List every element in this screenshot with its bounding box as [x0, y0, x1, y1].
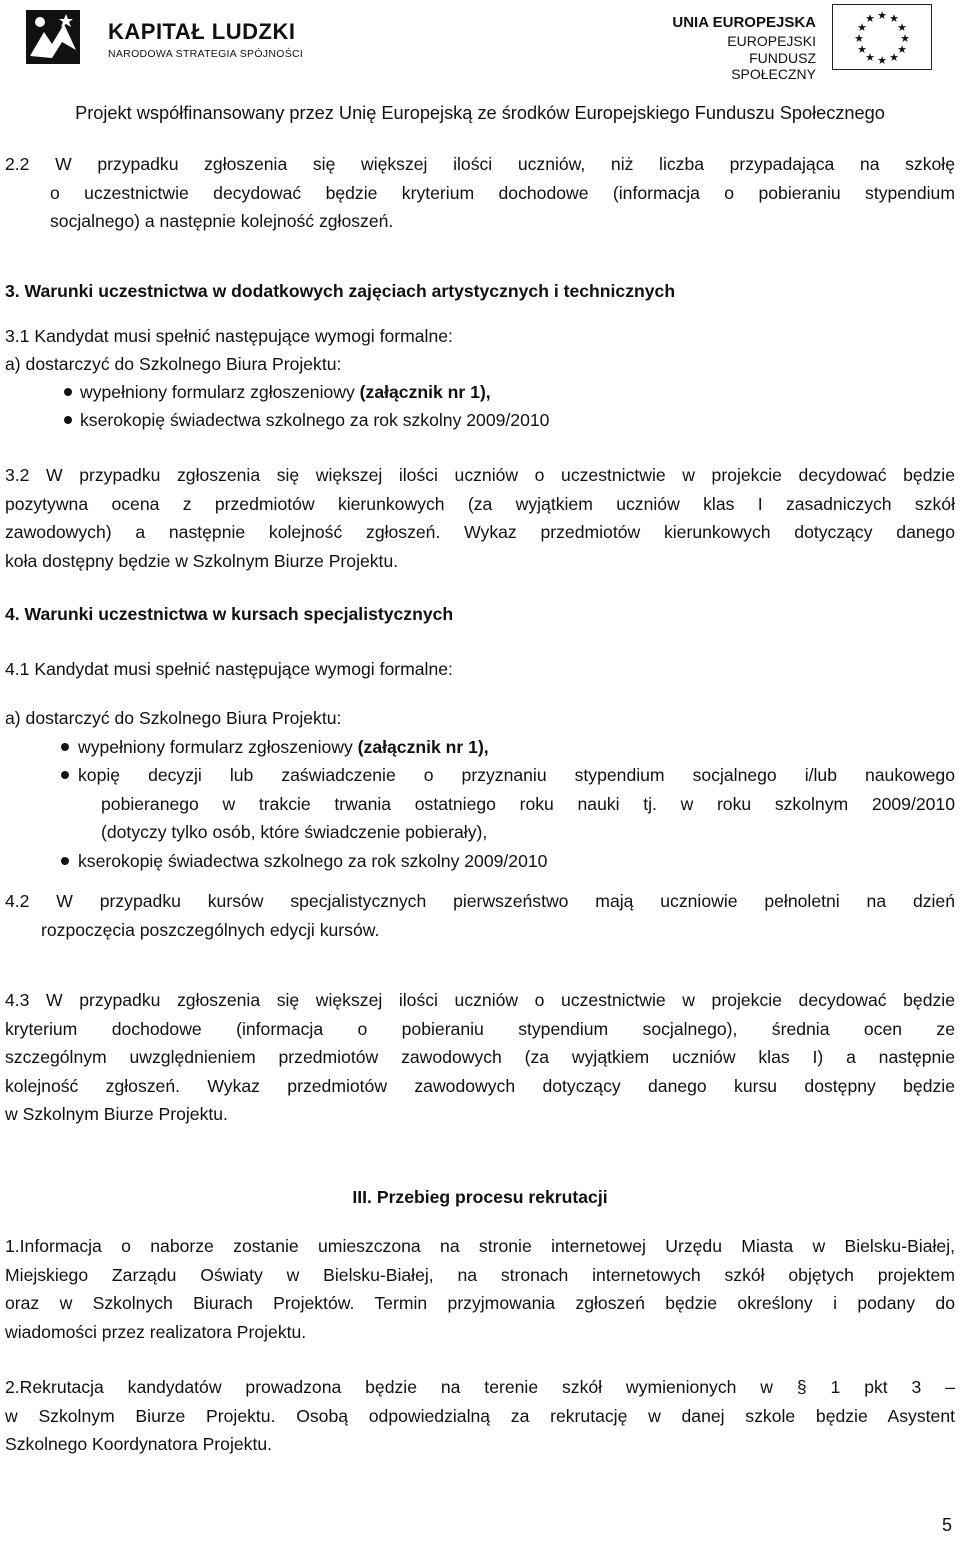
text-line: kryterium dochodowe (informacja o pobieraniu stypendium socjalnego), średnia ocen ze: [5, 1018, 955, 1039]
bullet-icon: [61, 771, 69, 779]
kapital-ludzki-subtitle: NARODOWA STRATEGIA SPÓJNOŚCI: [108, 48, 304, 60]
funding-statement: Projekt współfinansowany przez Unię Europejską ze środków Europejskiego Funduszu Społecznego: [75, 103, 885, 123]
page-number: 5: [941, 1515, 952, 1535]
svg-text:★: ★: [865, 12, 875, 25]
bullet-icon: [64, 388, 72, 396]
eu-logo-line2: EUROPEJSKI: [727, 33, 816, 49]
eu-logo-line1: UNIA EUROPEJSKA: [672, 14, 816, 31]
text-line: szczególnym uwzględnieniem przedmiotów zawodowych (za wyjątkiem uczniów klas I) a następnie: [5, 1047, 955, 1067]
text-line: koła dostępny będzie w Szkolnym Biurze Projektu.: [5, 550, 399, 571]
text-line: w Szkolnym Biurze Projektu. Osobą odpowiedzialną za rekrutację w danej szkole będzie Asystent: [5, 1405, 955, 1426]
section-III-heading: III. Przebieg procesu rekrutacji: [352, 1187, 608, 1207]
svg-text:★: ★: [889, 51, 899, 64]
text-line: Szkolnego Koordynatora Projektu.: [5, 1434, 272, 1454]
attachment-reference: (załącznik nr 1),: [359, 382, 491, 402]
list-item-text: [78, 761, 955, 847]
svg-text:★: ★: [897, 43, 907, 56]
text-line: (dotyczy tylko osób, które świadczenie pobierały),: [101, 822, 488, 842]
bullet-icon: [61, 743, 69, 751]
paragraph-4-1: 4.1 Kandydat musi spełnić następujące wymogi formalne:: [5, 659, 453, 679]
paragraph-III-1: [5, 1232, 955, 1346]
attachment-reference: (załącznik nr 1),: [357, 737, 489, 757]
text-line: 1.Informacja o naborze zostanie umieszczona na stronie internetowej Urzędu Miasta w Bielsku-Białej,: [5, 1236, 955, 1256]
svg-text:★: ★: [900, 32, 910, 45]
text-line: [5, 179, 955, 208]
text-line: socjalnego) a następnie kolejność zgłoszeń.: [50, 211, 394, 231]
svg-text:★: ★: [857, 21, 867, 34]
kapital-ludzki-logo: [22, 6, 322, 70]
svg-text:★: ★: [877, 9, 887, 22]
text-line: kopię decyzji lub zaświadczenie o przyznaniu stypendium socjalnego i/lub naukowego: [78, 765, 955, 785]
paragraph-4-2: [5, 887, 955, 944]
svg-text:★: ★: [865, 51, 875, 64]
paragraph-3-2: [5, 461, 955, 575]
text-line: pobieranego w trakcie trwania ostatniego roku nauki tj. w roku szkolnym 2009/2010: [101, 793, 955, 814]
svg-text:★: ★: [897, 21, 907, 34]
text-line: kolejność zgłoszeń. Wykaz przedmiotów zawodowych dotyczący danego kursu dostępny będzie: [5, 1075, 955, 1096]
text-line: oraz w Szkolnych Biurach Projektów. Termin przyjmowania zgłoszeń będzie określony i podany do: [5, 1293, 955, 1313]
text-line: Miejskiego Zarządu Oświaty w Bielsku-Białej, na stronach internetowych szkół objętych projektem: [5, 1264, 955, 1285]
bullet-text: kserokopię świadectwa szkolnego za rok szkolny 2009/2010: [80, 410, 550, 430]
eu-logo-line3: FUNDUSZ SPOŁECZNY: [731, 50, 816, 82]
list-item-text: [80, 378, 491, 407]
list-item-text: [78, 733, 489, 762]
svg-text:★: ★: [857, 43, 867, 56]
paragraph-III-2: [5, 1373, 955, 1459]
text-line: 3.2 W przypadku zgłoszenia się większej ilości uczniów o uczestnictwie w projekcie decydować będzie: [5, 465, 955, 485]
eu-logo: [662, 4, 940, 82]
section-4-heading: 4. Warunki uczestnictwa w kursach specjalistycznych: [5, 604, 454, 624]
text-line: 2.2 W przypadku zgłoszenia się większej ilości uczniów, niż liczba przypadająca na szkołę: [5, 154, 955, 174]
item-a-3: a) dostarczyć do Szkolnego Biura Projektu:: [5, 354, 342, 374]
kapital-ludzki-logo-icon: [22, 6, 84, 68]
text-line: rozpoczęcia poszczególnych edycji kursów.: [41, 919, 380, 940]
text-line: 4.3 W przypadku zgłoszenia się większej ilości uczniów o uczestnictwie w projekcie decydować będzie: [5, 990, 955, 1010]
page-header: [0, 0, 960, 123]
svg-text:★: ★: [877, 54, 887, 67]
text-line: 2.Rekrutacja kandydatów prowadzona będzie na terenie szkół wymienionych w § 1 pkt 3 –: [5, 1377, 955, 1397]
item-a-4: a) dostarczyć do Szkolnego Biura Projektu:: [5, 708, 342, 728]
text-line-content: o uczestnictwie decydować będzie kryterium dochodowe (informacja o pobieraniu stypendium: [50, 182, 955, 203]
bullet-icon: [64, 416, 72, 424]
eu-flag-icon: [832, 4, 932, 70]
paragraph-2-2: [5, 150, 955, 236]
bullet-text: wypełniony formularz zgłoszeniowy: [78, 737, 358, 757]
text-line: w Szkolnym Biurze Projektu.: [5, 1104, 228, 1124]
bullet-text: wypełniony formularz zgłoszeniowy: [80, 382, 360, 402]
text-line: pozytywna ocena z przedmiotów kierunkowych (za wyjątkiem uczniów klas I zasadniczych szkół: [5, 493, 955, 514]
text-line: zawodowych) a następnie kolejność zgłoszeń. Wykaz przedmiotów kierunkowych dotyczący danego: [5, 522, 955, 542]
svg-text:★: ★: [854, 32, 864, 45]
paragraph-3-1: 3.1 Kandydat musi spełnić następujące wymogi formalne:: [5, 326, 453, 346]
svg-text:★: ★: [889, 12, 899, 25]
kapital-ludzki-title: KAPITAŁ LUDZKI: [108, 19, 296, 44]
paragraph-4-3: [5, 986, 955, 1129]
bullet-text: kserokopię świadectwa szkolnego za rok szkolny 2009/2010: [78, 851, 548, 871]
text-line: 4.2 W przypadku kursów specjalistycznych pierwszeństwo mają uczniowie pełnoletni na dzień: [5, 891, 955, 911]
section-3-heading: 3. Warunki uczestnictwa w dodatkowych zajęciach artystycznych i technicznych: [5, 281, 676, 301]
text-line: wiadomości przez realizatora Projektu.: [5, 1321, 307, 1342]
bullet-icon: [61, 857, 69, 865]
